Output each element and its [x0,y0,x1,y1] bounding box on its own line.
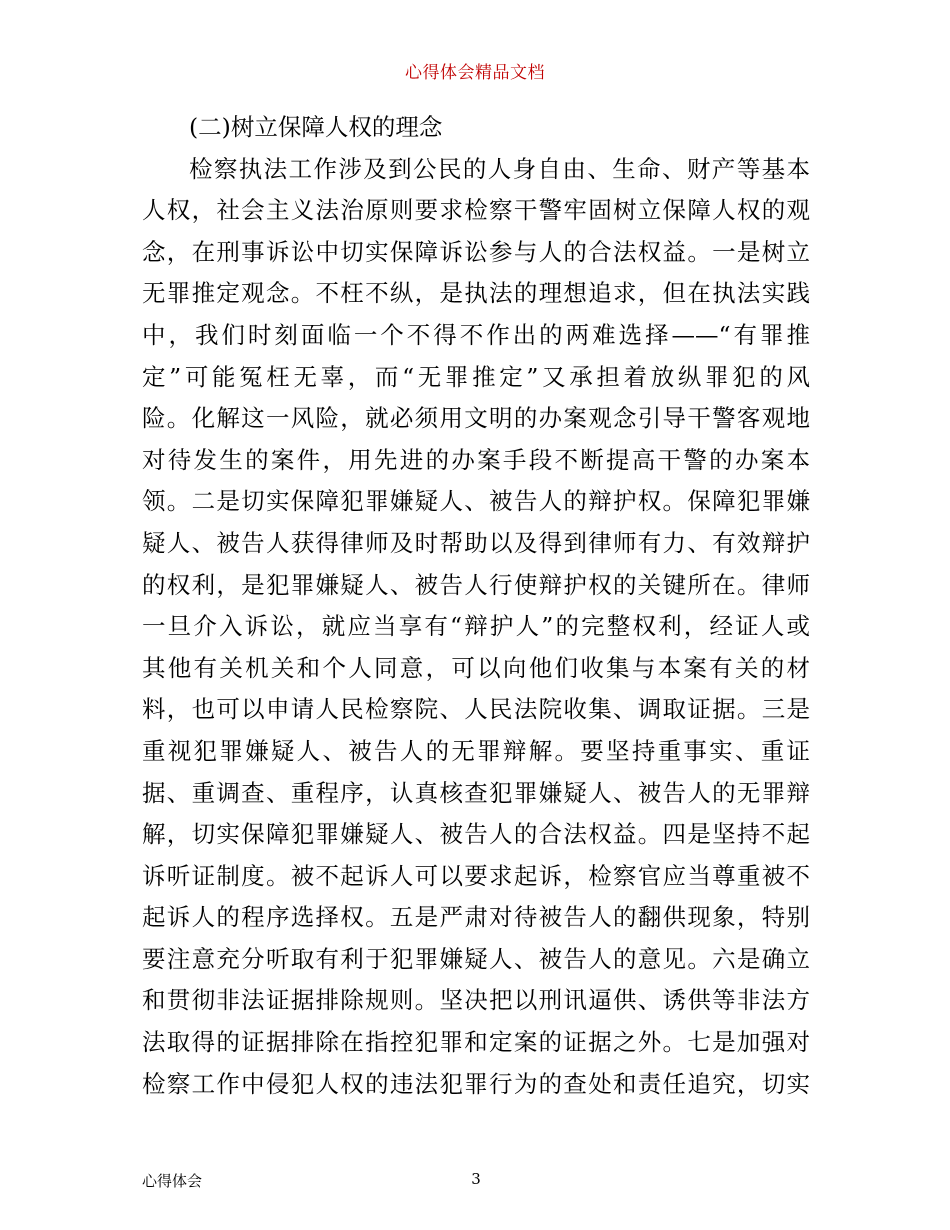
paragraph-line: 解，切实保障犯罪嫌疑人、被告人的合法权益。四是坚持不起 [142,820,810,849]
paragraph-line: 起诉人的程序选择权。五是严肃对待被告人的翻供现象，特别 [142,903,810,932]
paragraph-line: 检察工作中侵犯人权的违法犯罪行为的查处和责任追究，切实 [142,1069,810,1098]
paragraph-line: 疑人、被告人获得律师及时帮助以及得到律师有力、有效辩护 [142,528,810,557]
header-title: 心得体会精品文档 [405,63,545,83]
paragraph-line: 据、重调查、重程序，认真核查犯罪嫌疑人、被告人的无罪辩 [142,778,810,807]
paragraph-line: 人权，社会主义法治原则要求检察干警牢固树立保障人权的观 [142,196,810,225]
paragraph-line: 险。化解这一风险，就必须用文明的办案观念引导干警客观地 [142,404,810,433]
paragraph-line: 重视犯罪嫌疑人、被告人的无罪辩解。要坚持重事实、重证 [142,736,810,765]
paragraph-line: 无罪推定观念。不枉不纵，是执法的理想追求，但在执法实践 [142,279,810,308]
section-heading: (二)树立保障人权的理念 [189,113,443,141]
paragraph-line: 其他有关机关和个人同意，可以向他们收集与本案有关的材 [142,653,810,682]
paragraph-line: 和贯彻非法证据排除规则。坚决把以刑讯逼供、诱供等非法方 [142,986,810,1015]
paragraph [142,149,810,1106]
page-number: 3 [471,1170,481,1188]
paragraph-line: 法取得的证据排除在指控犯罪和定案的证据之外。七是加强对 [142,1028,810,1057]
paragraph-line: 领。二是切实保障犯罪嫌疑人、被告人的辩护权。保障犯罪嫌 [142,487,810,516]
paragraph-line: 念，在刑事诉讼中切实保障诉讼参与人的合法权益。一是树立 [142,237,810,266]
footer-label: 心得体会 [142,1172,203,1190]
paragraph-line: 要注意充分听取有利于犯罪嫌疑人、被告人的意见。六是确立 [142,944,810,973]
paragraph-line: 料，也可以申请人民检察院、人民法院收集、调取证据。三是 [142,695,810,724]
paragraph-line: 检察执法工作涉及到公民的人身自由、生命、财产等基本 [189,154,810,183]
document-body [142,107,810,1105]
paragraph-line: 诉听证制度。被不起诉人可以要求起诉，检察官应当尊重被不 [142,861,810,890]
paragraph-line: 对待发生的案件，用先进的办案手段不断提高干警的办案本 [142,445,810,474]
paragraph-line: 定”可能冤枉无辜，而“无罪推定”又承担着放纵罪犯的风 [142,362,810,391]
paragraph-line: 的权利，是犯罪嫌疑人、被告人行使辩护权的关键所在。律师 [142,570,810,599]
paragraph-line: 一旦介入诉讼，就应当享有“辩护人”的完整权利，经证人或 [142,612,810,641]
paragraph-line: 中，我们时刻面临一个不得不作出的两难选择——“有罪推 [142,320,810,349]
